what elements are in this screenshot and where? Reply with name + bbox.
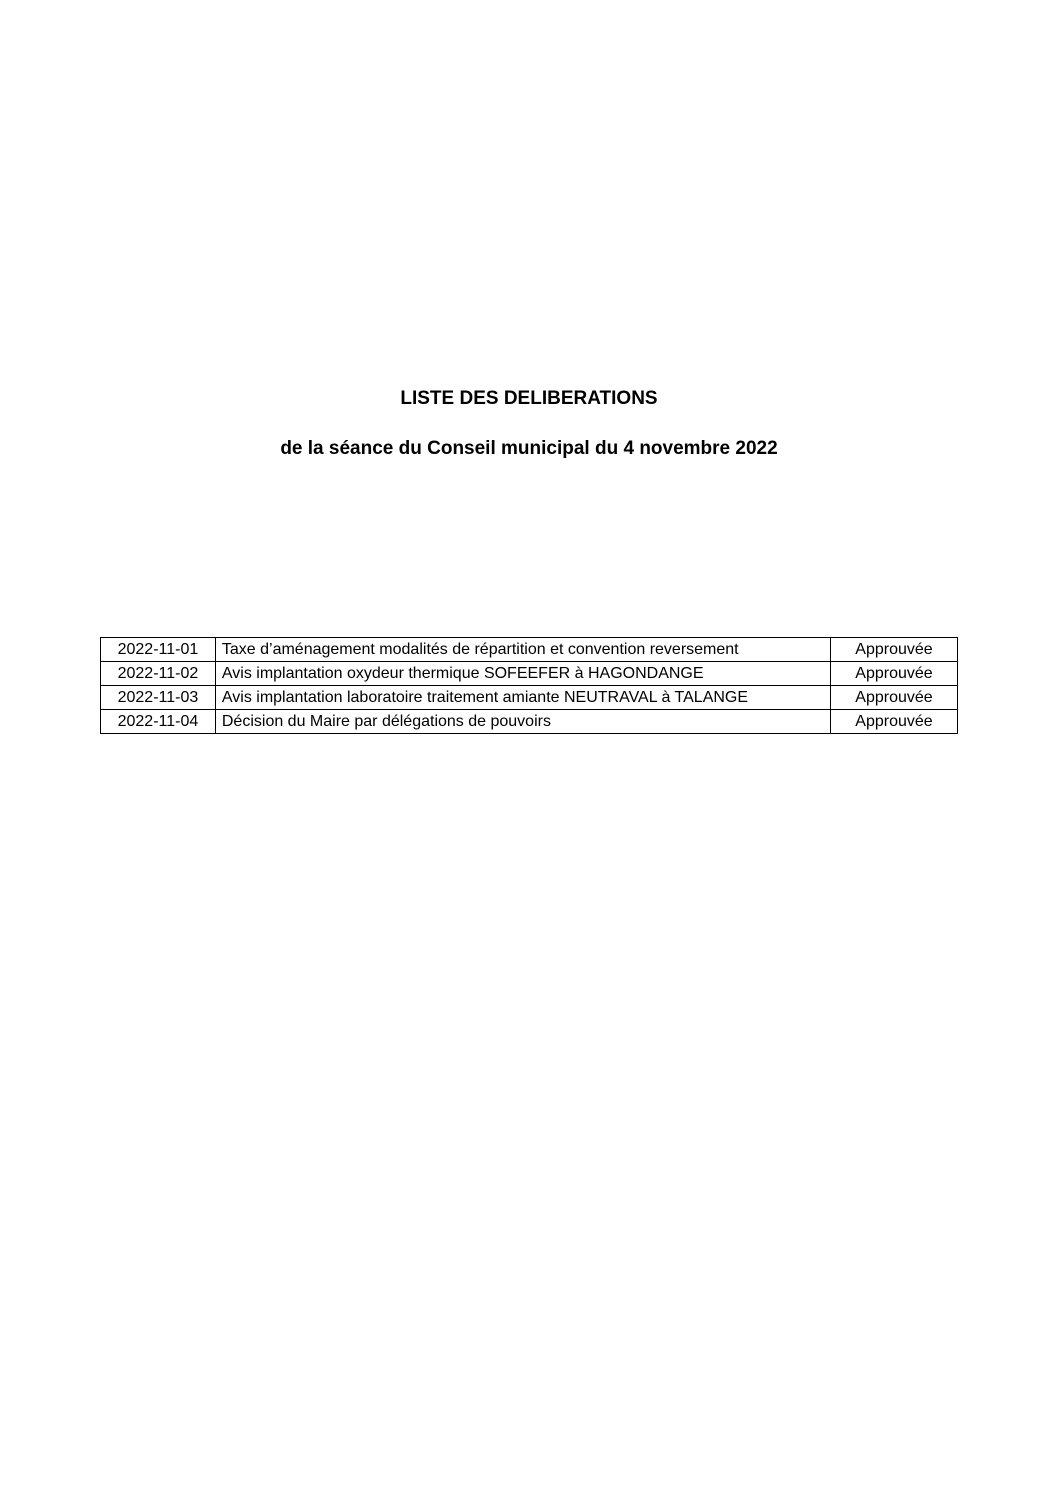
deliberation-number: 2022-11-02: [101, 662, 216, 686]
deliberation-object: Taxe d’aménagement modalités de répartition et convention reversement: [215, 638, 830, 662]
deliberations-table: [100, 637, 958, 734]
deliberation-status: Approuvée: [830, 710, 957, 734]
deliberation-number: 2022-11-03: [101, 686, 216, 710]
deliberation-object: Avis implantation oxydeur thermique SOFEEFER à HAGONDANGE: [215, 662, 830, 686]
deliberation-number: 2022-11-04: [101, 710, 216, 734]
table-row: [101, 710, 958, 734]
document-title: LISTE DES DELIBERATIONS: [400, 388, 658, 409]
deliberation-number: 2022-11-01: [101, 638, 216, 662]
deliberation-status: Approuvée: [830, 638, 957, 662]
table-row: [101, 638, 958, 662]
table-row: [101, 686, 958, 710]
deliberation-status: Approuvée: [830, 686, 957, 710]
deliberation-status: Approuvée: [830, 662, 957, 686]
deliberation-object: Avis implantation laboratoire traitement amiante NEUTRAVAL à TALANGE: [215, 686, 830, 710]
deliberation-object: Décision du Maire par délégations de pouvoirs: [215, 710, 830, 734]
document-subtitle: de la séance du Conseil municipal du 4 novembre 2022: [280, 438, 778, 459]
table-row: [101, 662, 958, 686]
